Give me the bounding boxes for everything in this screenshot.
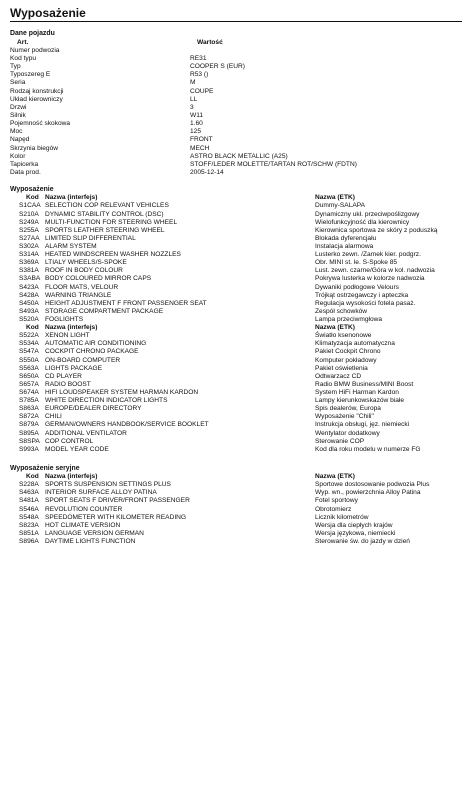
col-kod-header: Kod: [26, 473, 39, 481]
option-name-interface: SPORTS LEATHER STEERING WHEEL: [45, 226, 165, 234]
option-code: S228A: [19, 481, 39, 489]
option-name-etk: Wyp. wn., powierzchnia Alloy Patina: [315, 489, 421, 497]
vehicle-row-label: Kod typu: [10, 54, 37, 62]
option-code: S563A: [19, 364, 39, 372]
table-row: [10, 389, 462, 397]
option-name-interface: EUROPE/DEALER DIRECTORY: [45, 405, 142, 413]
table-row: [10, 292, 462, 300]
option-name-interface: FOGLIGHTS: [45, 315, 84, 323]
table-row: [10, 340, 462, 348]
vehicle-row: [10, 71, 462, 79]
col-etk-header: Nazwa (ETK): [315, 473, 355, 481]
table-row: [10, 308, 462, 316]
table-row: [10, 251, 462, 259]
table-row: [10, 202, 462, 210]
option-name-interface: HEATED WINDSCREEN WASHER NOZZLES: [45, 251, 181, 259]
option-code: S8SPA: [19, 437, 40, 445]
table-row: [10, 421, 462, 429]
option-name-interface: REVOLUTION COUNTER: [45, 505, 123, 513]
table-row: [10, 522, 462, 530]
vehicle-row-label: Silnik: [10, 111, 26, 119]
option-name-etk: Radio BMW Business/MINI Boost: [315, 380, 414, 388]
table-row: [10, 413, 462, 421]
vehicle-row-value: M: [190, 79, 196, 87]
vehicle-row: [10, 47, 462, 55]
option-name-interface: RADIO BOOST: [45, 380, 91, 388]
table-row: [10, 397, 462, 405]
option-name-etk: Pakiet oświetlenia: [315, 364, 368, 372]
vehicle-row: [10, 55, 462, 63]
standard-equipment-table: [10, 481, 462, 546]
option-name-etk: Komputer pokładowy: [315, 356, 377, 364]
vehicle-row-value: [190, 47, 462, 55]
option-name-interface: SELECTION COP RELEVANT VEHICLES: [45, 202, 169, 210]
option-code: S785A: [19, 397, 39, 405]
option-name-interface: COP CONTROL: [45, 437, 94, 445]
option-code: S369A: [19, 259, 39, 267]
option-code: S481A: [19, 497, 39, 505]
option-code: S27AA: [19, 234, 40, 242]
vehicle-row-label: Typ: [10, 63, 21, 71]
option-name-etk: Wielofunkcyjność dla kierownicy: [315, 218, 410, 226]
option-name-interface: COCKPIT CHRONO PACKAGE: [45, 348, 139, 356]
option-code: S993A: [19, 445, 39, 453]
standard-equipment-heading: Wyposażenie seryjne: [10, 464, 80, 472]
vehicle-row: [10, 153, 462, 161]
option-name-interface: WARNING TRIANGLE: [45, 291, 112, 299]
option-name-etk: System HiFi Harman Kardon: [315, 388, 399, 396]
option-code: S547A: [19, 348, 39, 356]
option-name-interface: BODY COLOURED MIRROR CAPS: [45, 275, 152, 283]
col-value-header: Wartość: [197, 38, 223, 46]
option-code: S3ABA: [19, 275, 41, 283]
option-name-interface: ALARM SYSTEM: [45, 243, 97, 250]
table-row: [10, 259, 462, 267]
option-code: S381A: [19, 267, 39, 275]
vehicle-row-label: Drzwi: [10, 103, 27, 111]
option-code: S657A: [19, 380, 39, 388]
option-name-etk: Sterowanie św. do jazdy w dzień: [315, 538, 410, 545]
option-name-interface: GERMAN/OWNERS HANDBOOK/SERVICE BOOKLET: [45, 421, 209, 429]
option-name-etk: Obr. MINI st. le. S-Spoke 85: [315, 259, 398, 267]
vehicle-row-label: Seria: [10, 79, 26, 87]
repeated-table-header: [10, 324, 462, 332]
option-name-etk: Wentylator dodatkowy: [315, 429, 380, 437]
option-code: S450A: [19, 299, 39, 307]
vehicle-row-value: 1.60: [190, 120, 203, 128]
option-name-etk: Pokrywa lusterka w kolorze nadwozia: [315, 275, 425, 283]
vehicle-row: [10, 120, 462, 128]
option-code: S823A: [19, 521, 39, 529]
option-name-interface: LANGUAGE VERSION GERMAN: [45, 529, 144, 537]
option-name-interface: ADDITIONAL VENTILATOR: [45, 429, 127, 437]
vehicle-row-value: STOFF/LEDER MOLETTE/TARTAN ROT/SCHW (FDTN): [190, 160, 357, 168]
standard-table-header: [10, 473, 462, 481]
table-row: [10, 211, 462, 219]
table-row: [10, 348, 462, 356]
option-code: S851A: [19, 529, 39, 537]
table-row: [10, 438, 462, 446]
option-name-interface: SPORTS SUSPENSION SETTINGS PLUS: [45, 481, 171, 489]
options-heading: Wyposażenie: [10, 186, 54, 194]
option-code: S210A: [19, 210, 39, 218]
option-name-etk: Obrotomierz: [315, 505, 352, 513]
table-row: [10, 506, 462, 514]
option-code: S423A: [19, 283, 39, 291]
option-code: S522A: [19, 332, 39, 340]
col-art-header: Art.: [17, 38, 29, 46]
option-name-etk: Zespół schowków: [315, 307, 368, 315]
table-row: [10, 365, 462, 373]
vehicle-row: [10, 169, 462, 177]
option-name-etk: Spis dealerów, Europa: [315, 405, 381, 413]
option-name-interface: LIMITED SLIP DIFFERENTIAL: [45, 234, 136, 242]
option-name-etk: Lampy kierunkowskazów białe: [315, 397, 405, 405]
option-code: S895A: [19, 429, 39, 437]
option-code: S534A: [19, 340, 39, 348]
option-code: S872A: [19, 413, 39, 421]
vehicle-row-label: Rodzaj konstrukcji: [10, 87, 64, 95]
table-row: [10, 332, 462, 340]
option-name-interface: INTERIOR SURFACE ALLOY PATINA: [45, 489, 157, 497]
option-name-etk: Sportowe dostosowanie podwozia Plus: [315, 481, 430, 489]
option-name-etk: Wyposażenie "Chili": [315, 413, 374, 421]
option-code: S550A: [19, 356, 39, 364]
table-row: [10, 430, 462, 438]
document-page: [10, 6, 462, 546]
option-name-etk: Klimatyzacja automatyczna: [315, 340, 395, 348]
option-name-interface: SPEEDOMETER WITH KILOMETER READING: [45, 513, 187, 521]
vehicle-row-label: Typoszereg E: [10, 71, 51, 79]
option-name-etk: Lusterko zewn. /Zamek kier. podgrz.: [315, 251, 421, 259]
option-name-interface: HEIGHT ADJUSTMENT F FRONT PASSENGER SEAT: [45, 299, 207, 307]
vehicle-row-label: Moc: [10, 128, 23, 136]
vehicle-row: [10, 88, 462, 96]
option-name-interface: ON-BOARD COMPUTER: [45, 356, 121, 364]
vehicle-row-label: Numer podwozia: [10, 46, 60, 54]
option-name-etk: Dynamiczny ukł. przeciwpoślizgowy: [315, 210, 420, 218]
option-name-etk: Kod dla roku modelu w numerze FG: [315, 445, 421, 453]
option-code: S896A: [19, 538, 39, 545]
vehicle-row-value: COUPE: [190, 87, 214, 95]
vehicle-row-value: MECH: [190, 144, 210, 152]
option-name-etk: Instalacja alarmowa: [315, 243, 374, 250]
option-name-interface: MODEL YEAR CODE: [45, 445, 109, 453]
table-row: [10, 538, 462, 546]
option-code: S463A: [19, 489, 39, 497]
option-name-interface: FLOOR MATS, VELOUR: [45, 283, 119, 291]
option-name-interface: ROOF IN BODY COLOUR: [45, 267, 123, 275]
vehicle-row: [10, 145, 462, 153]
vehicle-row-label: Kolor: [10, 152, 26, 160]
option-name-interface: MULTI-FUNCTION FOR STEERING WHEEL: [45, 218, 178, 226]
vehicle-row: [10, 96, 462, 104]
option-name-etk: Nazwa (ETK): [315, 324, 355, 332]
table-row: [10, 316, 462, 324]
option-name-etk: Światło ksenonowe: [315, 332, 372, 340]
vehicle-row-value: ASTRO BLACK METALLIC (A25): [190, 152, 288, 160]
options-table-header: [10, 194, 462, 202]
option-name-interface: AUTOMATIC AIR CONDITIONING: [45, 340, 147, 348]
option-code: S863A: [19, 405, 39, 413]
options-table: [10, 202, 462, 453]
option-code: S255A: [19, 226, 39, 234]
table-row: [10, 530, 462, 538]
vehicle-row-label: Skrzynia biegów: [10, 144, 59, 152]
vehicle-row: [10, 128, 462, 136]
option-code: S674A: [19, 388, 39, 396]
option-name-interface: SPORT SEATS F DRIVER/FRONT PASSENGER: [45, 497, 190, 505]
table-row: [10, 267, 462, 275]
option-name-etk: Odtwarzacz CD: [315, 372, 362, 380]
table-row: [10, 481, 462, 489]
option-name-interface: Nazwa (interfejs): [45, 324, 98, 332]
option-name-interface: XENON LIGHT: [45, 332, 90, 340]
page-title: Wyposażenie: [10, 6, 462, 22]
option-name-etk: Dywaniki podłogowe Velours: [315, 283, 399, 291]
table-row: [10, 357, 462, 365]
option-name-interface: DYNAMIC STABILITY CONTROL (DSC): [45, 210, 164, 218]
vehicle-row-value: RE31: [190, 54, 207, 62]
option-name-etk: Licznik kilometrów: [315, 513, 369, 521]
option-name-etk: Lust. zewn. czarne/Góra w kol. nadwozia: [315, 267, 435, 275]
col-etk-header: Nazwa (ETK): [315, 194, 355, 202]
option-code: S314A: [19, 251, 39, 259]
option-name-interface: WHITE DIRECTION INDICATOR LIGHTS: [45, 397, 168, 405]
option-code: S493A: [19, 307, 39, 315]
option-name-interface: HOT CLIMATE VERSION: [45, 521, 121, 529]
vehicle-row-label: Układ kierowniczy: [10, 95, 63, 103]
option-code: S546A: [19, 505, 39, 513]
vehicle-table: [10, 47, 462, 177]
vehicle-row-value: W11: [190, 111, 204, 119]
vehicle-row-label: Pojemność skokowa: [10, 120, 71, 128]
table-row: [10, 514, 462, 522]
option-name-etk: Fotel sportowy: [315, 497, 358, 505]
vehicle-row: [10, 79, 462, 87]
vehicle-row: [10, 104, 462, 112]
table-row: [10, 381, 462, 389]
vehicle-row-label: Napęd: [10, 136, 30, 144]
table-row: [10, 405, 462, 413]
table-row: [10, 446, 462, 454]
option-name-etk: Lampa przeciwmgłowa: [315, 315, 383, 323]
table-row: [10, 227, 462, 235]
option-code: S520A: [19, 315, 39, 323]
option-name-interface: LIGHTS PACKAGE: [45, 364, 103, 372]
col-interface-header: Nazwa (interfejs): [45, 473, 98, 481]
option-name-etk: Dummy-SALAPA: [315, 202, 366, 210]
option-code: S249A: [19, 218, 39, 226]
vehicle-row-value: 3: [190, 103, 194, 111]
table-row: [10, 284, 462, 292]
table-row: [10, 243, 462, 251]
option-name-etk: Trójkąt ostrzegawczy i apteczka: [315, 291, 409, 299]
option-name-interface: CHILI: [45, 413, 62, 421]
vehicle-row: [10, 112, 462, 120]
option-code: S879A: [19, 421, 39, 429]
table-row: [10, 489, 462, 497]
col-interface-header: Nazwa (interfejs): [45, 194, 98, 202]
vehicle-row: [10, 161, 462, 169]
option-name-etk: Wersja językowa, niemiecki: [315, 529, 396, 537]
table-row: [10, 300, 462, 308]
option-code: Kod: [26, 324, 39, 332]
col-kod-header: Kod: [26, 194, 39, 202]
vehicle-data-heading: Dane pojazdu: [10, 30, 55, 38]
vehicle-row-value: FRONT: [190, 136, 213, 144]
option-name-etk: Pakiet Cockpit Chrono: [315, 348, 381, 356]
vehicle-row-label: Data prod.: [10, 168, 41, 176]
table-row: [10, 275, 462, 283]
table-row: [10, 219, 462, 227]
option-name-etk: Regulacja wysokości fotela pasaż.: [315, 299, 416, 307]
option-code: S428A: [19, 291, 39, 299]
option-name-etk: Kierownica sportowa ze skóry z poduszką: [315, 226, 438, 234]
option-code: S302A: [19, 243, 39, 250]
option-name-etk: Wersja dla ciepłych krajów: [315, 521, 393, 529]
vehicle-row-value: LL: [190, 95, 198, 103]
vehicle-row-value: COOPER S (EUR): [190, 63, 245, 71]
option-name-interface: HIFI LOUDSPEAKER SYSTEM HARMAN KARDON: [45, 388, 199, 396]
vehicle-row: [10, 63, 462, 71]
table-row: [10, 235, 462, 243]
table-row: [10, 497, 462, 505]
table-row: [10, 373, 462, 381]
vehicle-row-value: 125: [190, 128, 202, 136]
option-name-interface: STORAGE COMPARTMENT PACKAGE: [45, 307, 164, 315]
vehicle-row-value: 2005-12-14: [190, 168, 224, 176]
vehicle-table-header: [10, 39, 462, 47]
vehicle-row-label: Tapicerka: [10, 160, 39, 168]
option-name-etk: Instrukcja obsługi, jęz. niemiecki: [315, 421, 410, 429]
option-name-etk: Sterowanie COP: [315, 437, 365, 445]
option-code: S548A: [19, 513, 39, 521]
option-code: S650A: [19, 372, 39, 380]
vehicle-row-value: R53 (): [190, 71, 209, 79]
option-name-interface: DAYTIME LIGHTS FUNCTION: [45, 538, 136, 545]
option-name-etk: Blokada dyferencjału: [315, 234, 377, 242]
vehicle-row: [10, 136, 462, 144]
option-name-interface: CD PLAYER: [45, 372, 82, 380]
option-name-interface: LTIALY WHEELS/S-SPOKE: [45, 259, 127, 267]
option-code: S1CAA: [19, 202, 41, 210]
